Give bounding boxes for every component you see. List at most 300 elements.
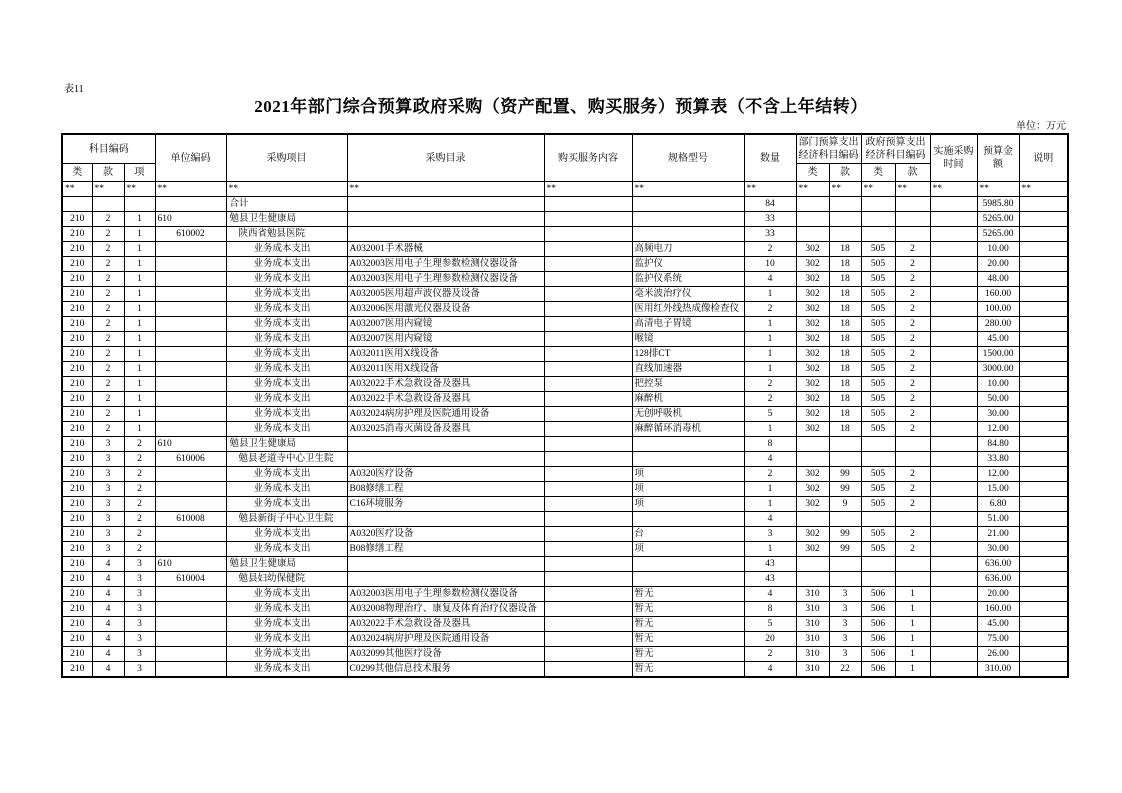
table-row	[62, 512, 1068, 527]
table-cell: A032011医用X线设备	[347, 347, 544, 362]
table-cell: 100.00	[977, 302, 1019, 317]
table-cell: 636.00	[977, 557, 1019, 572]
table-cell	[347, 437, 544, 452]
table-row	[62, 452, 1068, 467]
table-cell: 2	[92, 287, 124, 302]
table-cell: 勉县妇幼保健院	[226, 572, 347, 587]
table-cell: 2	[124, 527, 155, 542]
table-cell: 3000.00	[977, 362, 1019, 377]
table-cell: **	[861, 182, 895, 197]
table-cell: 业务成本支出	[226, 257, 347, 272]
table-row	[62, 197, 1068, 212]
table-cell: 3	[92, 497, 124, 512]
table-cell: 2	[895, 497, 930, 512]
table-cell: 2	[92, 302, 124, 317]
table-cell	[895, 227, 930, 242]
table-cell	[895, 437, 930, 452]
table-cell: 12.00	[977, 422, 1019, 437]
table-cell: 18	[829, 347, 861, 362]
table-cell	[632, 557, 744, 572]
table-cell	[1019, 482, 1068, 497]
table-cell	[1019, 662, 1068, 677]
table-cell: 5	[744, 617, 796, 632]
table-cell	[544, 542, 632, 557]
table-cell: 暂无	[632, 662, 744, 677]
table-cell	[155, 662, 226, 677]
table-cell	[1019, 257, 1068, 272]
table-cell: 2	[92, 257, 124, 272]
table-cell: 210	[62, 482, 92, 497]
table-cell: 505	[861, 272, 895, 287]
table-cell	[895, 212, 930, 227]
table-cell: 2	[124, 467, 155, 482]
col-header-quantity: 数量	[744, 134, 796, 182]
table-cell: 302	[796, 377, 829, 392]
table-cell	[544, 632, 632, 647]
table-row	[62, 257, 1068, 272]
table-cell: 302	[796, 302, 829, 317]
table-cell	[347, 572, 544, 587]
table-cell: 210	[62, 527, 92, 542]
table-cell: 1	[124, 377, 155, 392]
col-header-subject-code: 科目编码	[62, 134, 155, 164]
table-cell: **	[1019, 182, 1068, 197]
table-row	[62, 557, 1068, 572]
table-cell	[544, 407, 632, 422]
table-cell: A032005医用超声波仪器及设备	[347, 287, 544, 302]
table-cell: 3	[92, 482, 124, 497]
table-cell: 302	[796, 527, 829, 542]
table-cell	[829, 197, 861, 212]
table-cell: 45.00	[977, 332, 1019, 347]
table-cell: 210	[62, 467, 92, 482]
table-cell: 1	[744, 347, 796, 362]
table-cell: 2	[895, 362, 930, 377]
table-cell: 4	[92, 557, 124, 572]
table-cell: 勉县卫生健康局	[226, 557, 347, 572]
table-cell: 4	[92, 632, 124, 647]
table-cell: 210	[62, 437, 92, 452]
table-cell	[895, 197, 930, 212]
table-cell: 无创呼吸机	[632, 407, 744, 422]
table-cell: 210	[62, 587, 92, 602]
table-cell	[1019, 527, 1068, 542]
table-cell: 33	[744, 212, 796, 227]
table-cell	[796, 452, 829, 467]
table-cell: 1	[124, 287, 155, 302]
table-cell: 48.00	[977, 272, 1019, 287]
col-header-class: 类	[62, 164, 92, 182]
table-cell: 1	[895, 617, 930, 632]
table-cell: 2	[895, 347, 930, 362]
table-cell: 18	[829, 392, 861, 407]
table-cell: 业务成本支出	[226, 377, 347, 392]
table-cell: 20.00	[977, 257, 1019, 272]
table-cell: 直线加速器	[632, 362, 744, 377]
table-cell: **	[62, 182, 92, 197]
table-cell: A032001手术器械	[347, 242, 544, 257]
table-cell	[155, 257, 226, 272]
table-cell: 18	[829, 272, 861, 287]
table-cell: 2	[895, 317, 930, 332]
table-cell: 2	[895, 272, 930, 287]
table-cell	[544, 452, 632, 467]
table-cell: 业务成本支出	[226, 317, 347, 332]
table-cell	[796, 512, 829, 527]
table-cell: 3	[124, 617, 155, 632]
table-cell: 30.00	[977, 542, 1019, 557]
table-cell	[1019, 227, 1068, 242]
table-row	[62, 287, 1068, 302]
table-row	[62, 662, 1068, 677]
table-cell: 3	[92, 452, 124, 467]
table-cell	[544, 527, 632, 542]
table-cell: 项	[632, 497, 744, 512]
table-cell	[155, 482, 226, 497]
table-cell	[861, 227, 895, 242]
table-cell: 2	[92, 422, 124, 437]
table-cell	[155, 242, 226, 257]
col-header-budget-amount: 预算金额	[977, 134, 1019, 182]
table-cell: A032007医用内窥镜	[347, 332, 544, 347]
table-cell: 5265.00	[977, 212, 1019, 227]
table-cell: 业务成本支出	[226, 587, 347, 602]
table-row	[62, 377, 1068, 392]
table-cell	[930, 407, 977, 422]
table-cell: 302	[796, 482, 829, 497]
table-cell	[930, 197, 977, 212]
table-cell: 33	[744, 227, 796, 242]
table-cell	[544, 377, 632, 392]
table-cell: 506	[861, 632, 895, 647]
table-cell: 160.00	[977, 602, 1019, 617]
table-row	[62, 632, 1068, 647]
table-cell: 99	[829, 482, 861, 497]
table-cell: C16环境服务	[347, 497, 544, 512]
table-cell: 麻醉循环消毒机	[632, 422, 744, 437]
table-cell: 302	[796, 242, 829, 257]
table-cell: 10.00	[977, 242, 1019, 257]
table-cell: 18	[829, 257, 861, 272]
table-cell: 610006	[155, 452, 226, 467]
table-row	[62, 317, 1068, 332]
table-cell	[829, 452, 861, 467]
table-cell: 业务成本支出	[226, 302, 347, 317]
table-cell	[930, 227, 977, 242]
table-cell: 5265.00	[977, 227, 1019, 242]
table-cell: 1	[744, 422, 796, 437]
table-cell: 1	[895, 632, 930, 647]
table-cell: 3	[829, 647, 861, 662]
table-cell: 30.00	[977, 407, 1019, 422]
table-cell	[155, 362, 226, 377]
table-cell	[930, 392, 977, 407]
table-cell: **	[744, 182, 796, 197]
table-cell: 1	[744, 332, 796, 347]
table-cell: 2	[124, 482, 155, 497]
table-cell: 麻醉机	[632, 392, 744, 407]
table-cell: 2	[744, 302, 796, 317]
table-cell: 610002	[155, 227, 226, 242]
table-cell: 2	[124, 542, 155, 557]
table-cell: 610	[155, 437, 226, 452]
table-cell: 高清电子胃镜	[632, 317, 744, 332]
table-cell	[829, 512, 861, 527]
table-cell: 610	[155, 557, 226, 572]
table-cell: 26.00	[977, 647, 1019, 662]
table-cell	[544, 212, 632, 227]
table-cell: 2	[895, 332, 930, 347]
table-cell: **	[796, 182, 829, 197]
table-cell	[1019, 632, 1068, 647]
table-cell: 暂无	[632, 647, 744, 662]
table-cell: **	[632, 182, 744, 197]
table-cell: 210	[62, 377, 92, 392]
table-cell: 43	[744, 557, 796, 572]
table-cell: 505	[861, 287, 895, 302]
table-cell: 4	[744, 512, 796, 527]
table-cell	[861, 212, 895, 227]
table-cell	[930, 362, 977, 377]
table-cell	[155, 587, 226, 602]
table-cell	[544, 347, 632, 362]
table-cell: 210	[62, 392, 92, 407]
table-cell	[1019, 272, 1068, 287]
table-cell: 3	[124, 557, 155, 572]
table-cell: 1	[124, 257, 155, 272]
table-cell	[544, 287, 632, 302]
table-cell: 210	[62, 272, 92, 287]
table-cell: 3	[92, 512, 124, 527]
table-cell: 业务成本支出	[226, 482, 347, 497]
table-cell: 99	[829, 542, 861, 557]
table-cell: 302	[796, 257, 829, 272]
table-cell: 505	[861, 332, 895, 347]
table-cell: A032099其他医疗设备	[347, 647, 544, 662]
table-cell: 3	[829, 602, 861, 617]
table-cell: 8	[744, 602, 796, 617]
table-cell: 2	[92, 347, 124, 362]
table-cell: 506	[861, 617, 895, 632]
table-cell: 把控泵	[632, 377, 744, 392]
table-cell	[544, 332, 632, 347]
table-cell: 160.00	[977, 287, 1019, 302]
table-cell: 4	[92, 572, 124, 587]
table-cell: **	[155, 182, 226, 197]
table-cell: 3	[829, 632, 861, 647]
table-cell: 18	[829, 317, 861, 332]
table-cell: 310	[796, 617, 829, 632]
table-row	[62, 572, 1068, 587]
table-cell: 3	[124, 602, 155, 617]
table-cell	[544, 482, 632, 497]
table-cell: 302	[796, 542, 829, 557]
table-cell: 暂无	[632, 617, 744, 632]
table-cell: 喉镜	[632, 332, 744, 347]
table-cell: 505	[861, 422, 895, 437]
table-row	[62, 617, 1068, 632]
table-cell: 302	[796, 362, 829, 377]
table-cell	[930, 527, 977, 542]
table-cell	[895, 512, 930, 527]
table-cell	[155, 632, 226, 647]
table-cell: 业务成本支出	[226, 332, 347, 347]
table-cell: 3	[829, 587, 861, 602]
table-cell	[544, 617, 632, 632]
table-cell: 2	[895, 257, 930, 272]
table-cell	[930, 542, 977, 557]
table-cell	[861, 572, 895, 587]
table-cell	[155, 287, 226, 302]
budget-table-body	[62, 182, 1068, 677]
table-cell: 业务成本支出	[226, 242, 347, 257]
col-header-gov-class: 类	[861, 164, 895, 182]
table-cell: 2	[895, 542, 930, 557]
table-cell	[796, 212, 829, 227]
table-cell	[347, 452, 544, 467]
table-cell	[1019, 287, 1068, 302]
table-cell	[930, 572, 977, 587]
table-cell	[544, 227, 632, 242]
table-row	[62, 542, 1068, 557]
table-cell: 506	[861, 587, 895, 602]
table-cell	[1019, 212, 1068, 227]
table-cell	[544, 197, 632, 212]
table-cell	[155, 422, 226, 437]
table-cell	[895, 557, 930, 572]
table-cell: A032022手术急救设备及器具	[347, 617, 544, 632]
table-cell: 项	[632, 467, 744, 482]
table-cell	[544, 572, 632, 587]
col-header-purchase-time: 实施采购时间	[930, 134, 977, 182]
table-cell	[930, 482, 977, 497]
table-cell: 勉县老道寺中心卫生院	[226, 452, 347, 467]
table-cell: 2	[92, 377, 124, 392]
table-cell: 505	[861, 467, 895, 482]
table-cell	[930, 287, 977, 302]
budget-table	[61, 133, 1069, 678]
table-cell: A032008物理治疗、康复及体育治疗仪器设备	[347, 602, 544, 617]
table-cell	[1019, 617, 1068, 632]
page-title: 2021年部门综合预算政府采购（资产配置、购买服务）预算表（不含上年结转）	[254, 97, 868, 116]
table-cell: 210	[62, 242, 92, 257]
table-cell: 210	[62, 407, 92, 422]
table-cell: 22	[829, 662, 861, 677]
table-cell	[861, 197, 895, 212]
table-cell: 210	[62, 497, 92, 512]
table-cell: 3	[124, 632, 155, 647]
table-cell: 210	[62, 332, 92, 347]
table-cell	[930, 497, 977, 512]
table-cell	[861, 452, 895, 467]
table-cell: 12.00	[977, 467, 1019, 482]
table-cell: 1	[744, 317, 796, 332]
table-cell: 勉县新街子中心卫生院	[226, 512, 347, 527]
table-cell: 505	[861, 347, 895, 362]
table-cell: 75.00	[977, 632, 1019, 647]
table-cell	[155, 272, 226, 287]
table-cell: 210	[62, 212, 92, 227]
table-cell: A032007医用内窥镜	[347, 317, 544, 332]
table-row	[62, 437, 1068, 452]
table-cell: 业务成本支出	[226, 632, 347, 647]
table-cell: 业务成本支出	[226, 602, 347, 617]
table-cell: 302	[796, 467, 829, 482]
table-cell: A032006医用激光仪器及设备	[347, 302, 544, 317]
table-cell	[544, 557, 632, 572]
table-cell	[895, 452, 930, 467]
table-cell: 2	[124, 437, 155, 452]
table-cell	[930, 587, 977, 602]
table-cell: A032022手术急救设备及器具	[347, 377, 544, 392]
col-header-project: 采购项目	[226, 134, 347, 182]
table-cell	[1019, 437, 1068, 452]
table-cell	[347, 512, 544, 527]
table-cell: 5	[744, 407, 796, 422]
table-cell: 业务成本支出	[226, 662, 347, 677]
table-cell: 310	[796, 587, 829, 602]
table-cell	[829, 437, 861, 452]
table-cell: 勉县卫生健康局	[226, 437, 347, 452]
table-cell	[930, 302, 977, 317]
table-cell	[829, 557, 861, 572]
table-cell	[1019, 362, 1068, 377]
table-cell: 1	[744, 362, 796, 377]
table-cell	[930, 257, 977, 272]
table-cell: 43	[744, 572, 796, 587]
table-cell: 业务成本支出	[226, 272, 347, 287]
table-cell: 210	[62, 617, 92, 632]
table-cell: 1	[895, 662, 930, 677]
table-cell: 505	[861, 497, 895, 512]
table-cell	[155, 647, 226, 662]
table-cell	[544, 587, 632, 602]
table-cell: 2	[895, 287, 930, 302]
col-header-catalog: 采购目录	[347, 134, 544, 182]
table-cell: 18	[829, 362, 861, 377]
table-cell	[930, 437, 977, 452]
table-cell: 210	[62, 512, 92, 527]
table-cell: 505	[861, 392, 895, 407]
table-cell: 505	[861, 407, 895, 422]
table-cell	[930, 662, 977, 677]
table-cell: 台	[632, 527, 744, 542]
table-cell: 1	[124, 272, 155, 287]
table-cell: 2	[124, 497, 155, 512]
table-cell: 210	[62, 257, 92, 272]
table-cell	[632, 437, 744, 452]
table-cell: 5985.80	[977, 197, 1019, 212]
table-cell: 610	[155, 212, 226, 227]
table-cell: 9	[829, 497, 861, 512]
table-cell: 505	[861, 377, 895, 392]
table-cell: 2	[92, 392, 124, 407]
table-cell	[347, 197, 544, 212]
table-cell	[930, 647, 977, 662]
table-row	[62, 467, 1068, 482]
col-header-dept-econ-code: 部门预算支出经济科目编码	[796, 134, 861, 164]
table-cell	[544, 497, 632, 512]
table-cell: 2	[744, 242, 796, 257]
table-cell	[930, 602, 977, 617]
table-cell: 310	[796, 632, 829, 647]
table-row	[62, 272, 1068, 287]
table-cell	[1019, 422, 1068, 437]
table-cell: 2	[92, 362, 124, 377]
table-cell: 84	[744, 197, 796, 212]
table-cell: A032003医用电子生理参数检测仪器设备	[347, 272, 544, 287]
table-cell	[930, 347, 977, 362]
